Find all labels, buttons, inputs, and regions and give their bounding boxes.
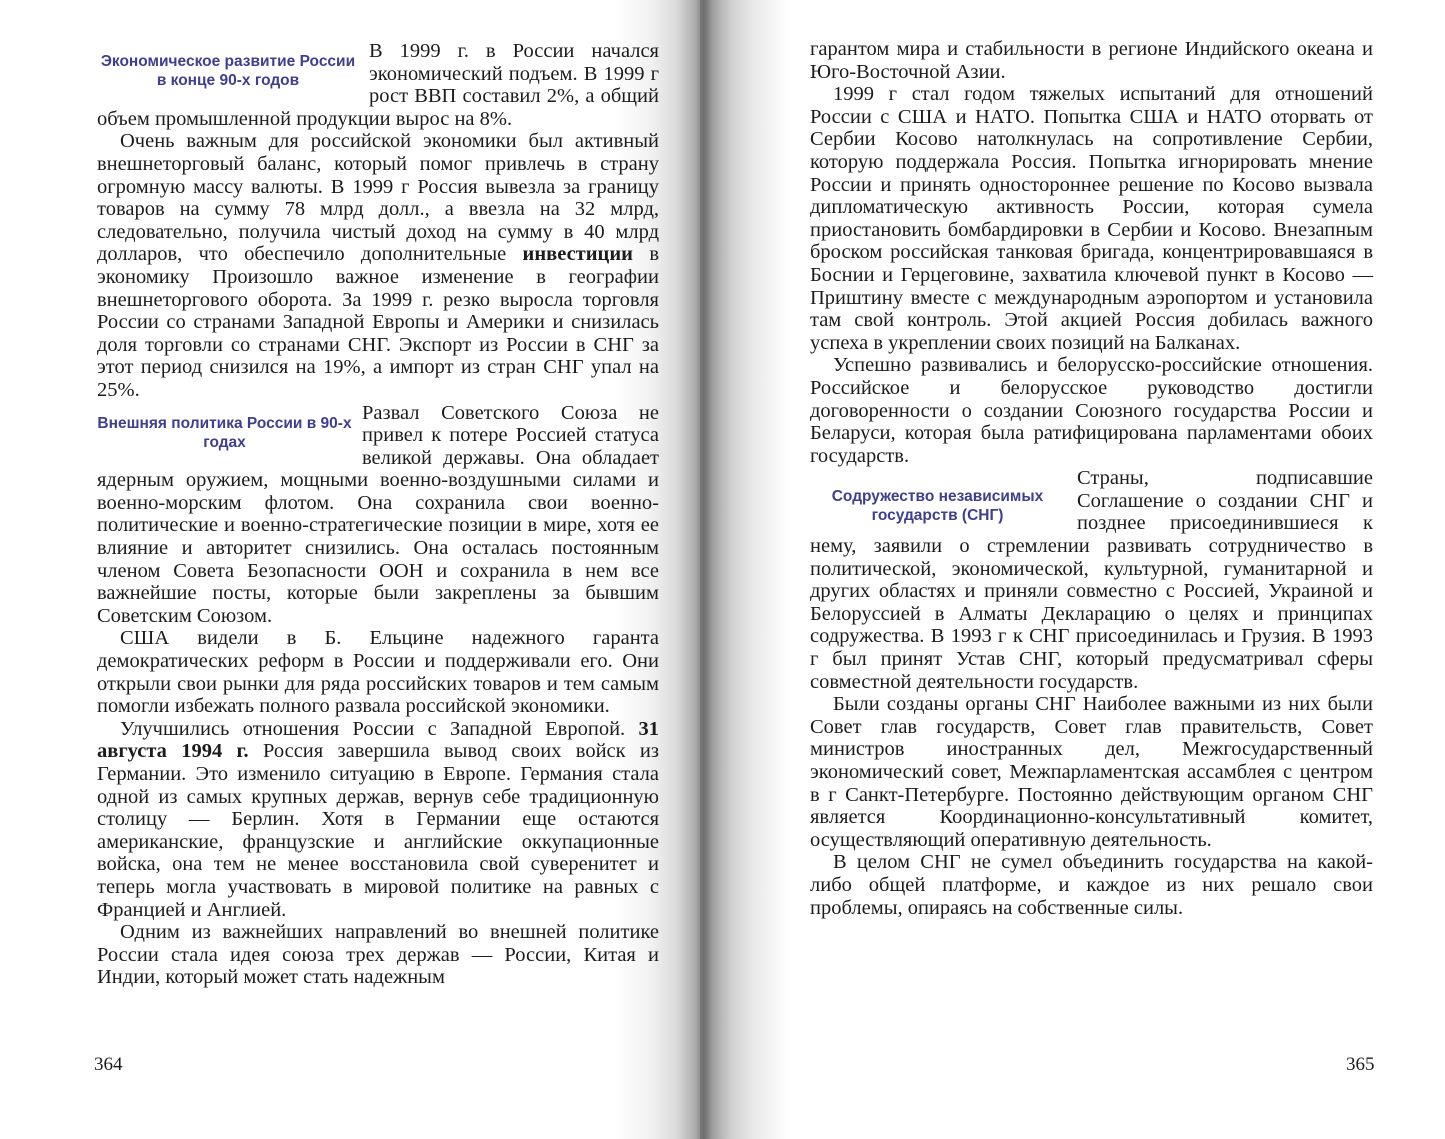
paragraph: В целом СНГ не сумел объединить государства на какой-либо общей платформе, и каждое из них решало свои проблемы, опираясь на собственные силы. — [810, 851, 1373, 919]
right-page-text — [810, 38, 1373, 919]
sidehead-economic-development: Экономическое развитие России в конце 90-х годов — [100, 53, 356, 89]
sidehead-cis: Содружество независимых государств (СНГ) — [831, 488, 1044, 525]
paragraph: Успешно развивались и белорусско-российские отношения. Российское и белорусское руководство достигли договоренности о создании Союзного государства России и Беларуси, которая была ратифицирована парламентами обоих государств. — [810, 354, 1373, 467]
paragraph: Развал Советского Союза не привел к потере Россией статуса великой державы. Она обладает ядерным оружием, мощными военно-воздушными силами и военно-морским флотом. Она сохранила свои военно-политические и военно-стратегические позиции в мире, хотя ее влияние и авторитет снизились. Она осталась постоянным членом Совета Безопасности ООН и сохранила в нем все важнейшие посты, которые были закреплены за бывшим Советским Союзом. — [97, 401, 659, 627]
paragraph: Страны, подписавшие Соглашение о создании СНГ и позднее присоединившиеся к нему, заявили о стремлении развивать сотрудничество в политической, экономической, культурной, гуманитарной и других областях и приняли совместно с Россией, Украиной и Белоруссией в Алматы Декларацию о целях и принципах содружества. В 1993 г к СНГ присоединилась и Грузия. В 1993 г был принят Устав СНГ, который предусматривал сферы совместной деятельности государств. — [810, 467, 1373, 693]
page-number-left: 364 — [94, 1054, 123, 1075]
paragraph: В 1999 г. в России начался экономический подъем. В 1999 г рост ВВП составил 2%, а общий объем промышленной продукции вырос на 8%. — [97, 40, 659, 130]
paragraph: 1999 г стал годом тяжелых испытаний для отношений России с США и НАТО. Попытка США и НАТО оторвать от Сербии Косово натолкнулась на сопротивление Сербии, которую поддержала Россия. Попытка игнорировать мнение России и принять одностороннее решение по Косово вызвала дипломатическую активность России, которая сумела приостановить бомбардировки в Сербии и Косово. Внезапным броском российская танковая бригада, концентрировавшаяся в Боснии и Герцеговине, захватила ключевой пункт в Косово — Приштину вместе с международным аэропортом и установила там свой контроль. Этой акцией Россия добилась важного успеха в укреплении своих позиций на Балканах. — [810, 83, 1373, 354]
paragraph: гарантом мира и стабильности в регионе Индийского океана и Юго-Восточной Азии. — [810, 38, 1373, 83]
paragraph: Одним из важнейших направлений во внешней политике России стала идея союза трех держав — России, Китая и Индии, который может стать надежным — [97, 921, 659, 989]
sidehead-foreign-policy: Внешняя политика России в 90-х годах — [97, 414, 352, 451]
paragraph: США видели в Б. Ельцине надежного гаранта демократических реформ в России и поддерживали его. Они открыли свои рынки для ряда российских товаров и тем самым помогли избежать полного развала российской экономики. — [97, 627, 659, 718]
paragraph: Улучшились отношения России с Западной Европой. 31 августа 1994 г. Россия завершила вывод своих войск из Германии. Это изменило ситуацию в Европе. Германия стала одной из самых крупных держав, вернув себе традиционную столицу — Берлин. Хотя в Германии еще остаются американские, французские и английские оккупационные войска, она тем не менее восстановила свой суверенитет и теперь могла участвовать в мировой политике на равных с Францией и Англией. — [97, 717, 659, 921]
page-number-right: 365 — [1346, 1054, 1375, 1075]
bold-term: инвестиции — [522, 243, 633, 266]
paragraph: Очень важным для российской экономики был активный внешнеторговый баланс, который помог привлечь в страну огромную массу валюты. В 1999 г Россия вывезла за границу товаров на сумму 78 млрд долл., а ввезла на 32 млрд, следовательно, получила чистый доход на сумму в 40 млрд долларов, что обеспечило дополнительные инвестиции в экономику Произошло важное изменение в географии внешнеторгового оборота. За 1999 г. резко выросла торговля России со странами Западной Европы и Америки и снизилась доля торговли со странами СНГ. Экспорт из России в СНГ за этот период снизился на 19%, а импорт из стран СНГ упал на 25%. — [97, 130, 659, 401]
left-page — [0, 0, 700, 1139]
paragraph: Были созданы органы СНГ Наиболее важными из них были Совет глав государств, Совет глав правительств, Совет министров иностранных дел, Межгосударственный экономический совет, Межпарламентская ассамблея с центром в г Санкт-Петербурге. Постоянно действующим органом СНГ является Координационно-консультативный комитет, осуществляющий оперативную деятельность. — [810, 693, 1373, 851]
bold-date: 31 августа 1994 г. — [97, 717, 659, 763]
left-page-text — [97, 40, 659, 989]
